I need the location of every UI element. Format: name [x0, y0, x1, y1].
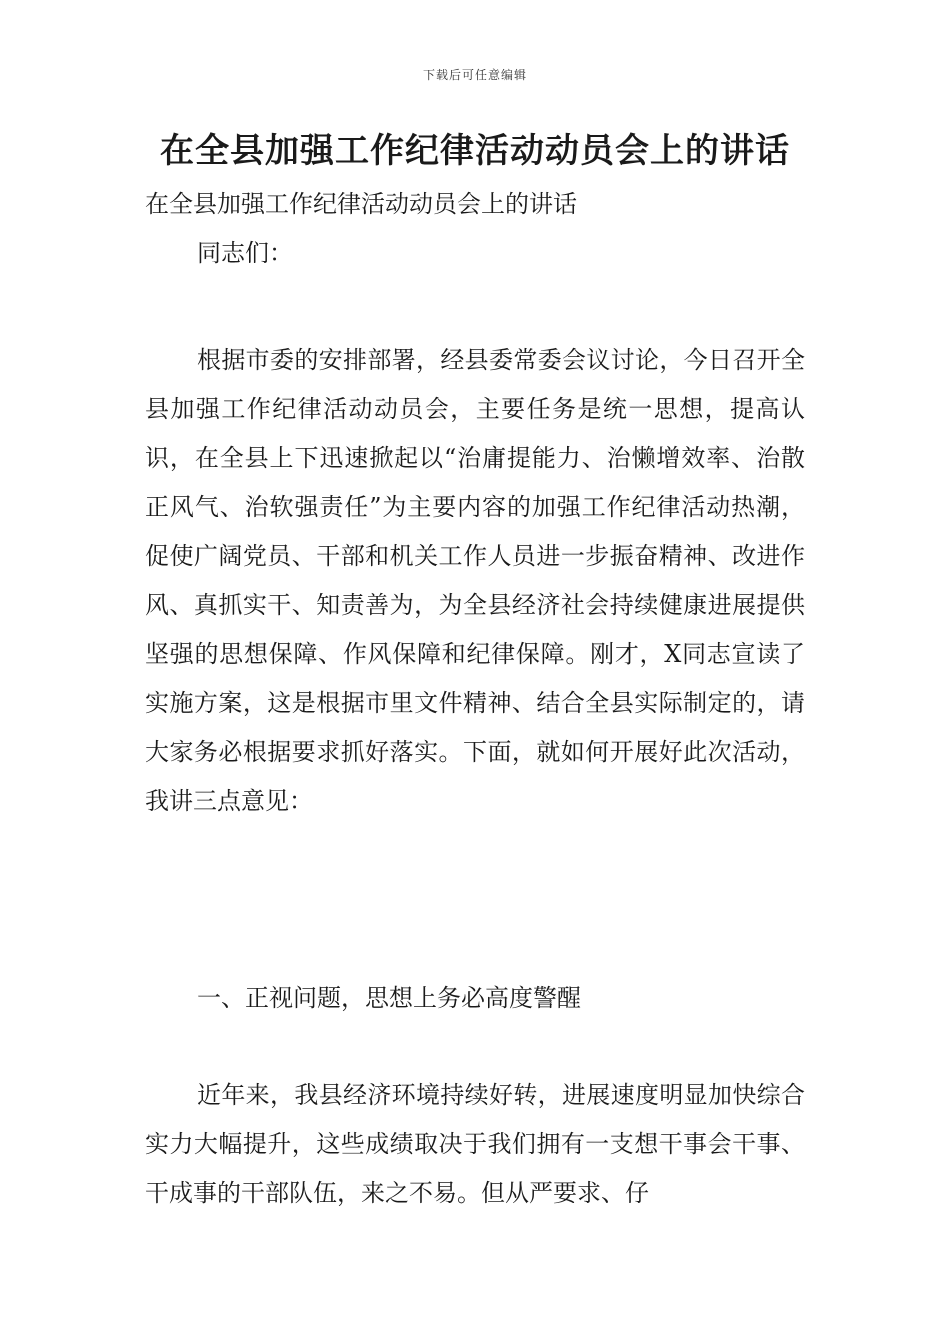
document-subtitle: 在全县加强工作纪律活动动员会上的讲话 [145, 190, 577, 218]
document-body [145, 180, 805, 1218]
paragraph-intro: 根据市委的安排部署，经县委常委会议讨论，今日召开全县加强工作纪律活动动员会，主要任务是统一思想，提高认识，在全县上下迅速掀起以“治庸提能力、治懒增效率、治散正风气、治软强责任”为主要内容的加强工作纪律活动热潮，促使广阔党员、干部和机关工作人员进一步振奋精神、改进作风、真抓实干、知责善为，为全县经济社会持续健康进展提供坚强的思想保障、作风保障和纪律保障。刚才，X同志宣读了实施方案，这是根据市里文件精神、结合全县实际制定的，请大家务必根据要求抓好落实。下面，就如何开展好此次活动，我讲三点意见： [145, 346, 805, 815]
spacer [145, 826, 805, 974]
document-title: 在全县加强工作纪律活动动员会上的讲话 [160, 131, 790, 171]
salutation: 同志们： [197, 239, 293, 267]
paragraph-section-1: 近年来，我县经济环境持续好转，进展速度明显加快综合实力大幅提升，这些成绩取决于我们拥有一支想干事会干事、干成事的干部队伍，来之不易。但从严要求、仔 [145, 1081, 805, 1207]
header-note: 下载后可任意编辑 [422, 68, 527, 82]
spacer [145, 1023, 805, 1071]
section-heading-1: 一、正视问题，思想上务必高度警醒 [197, 984, 581, 1012]
spacer [145, 278, 805, 336]
